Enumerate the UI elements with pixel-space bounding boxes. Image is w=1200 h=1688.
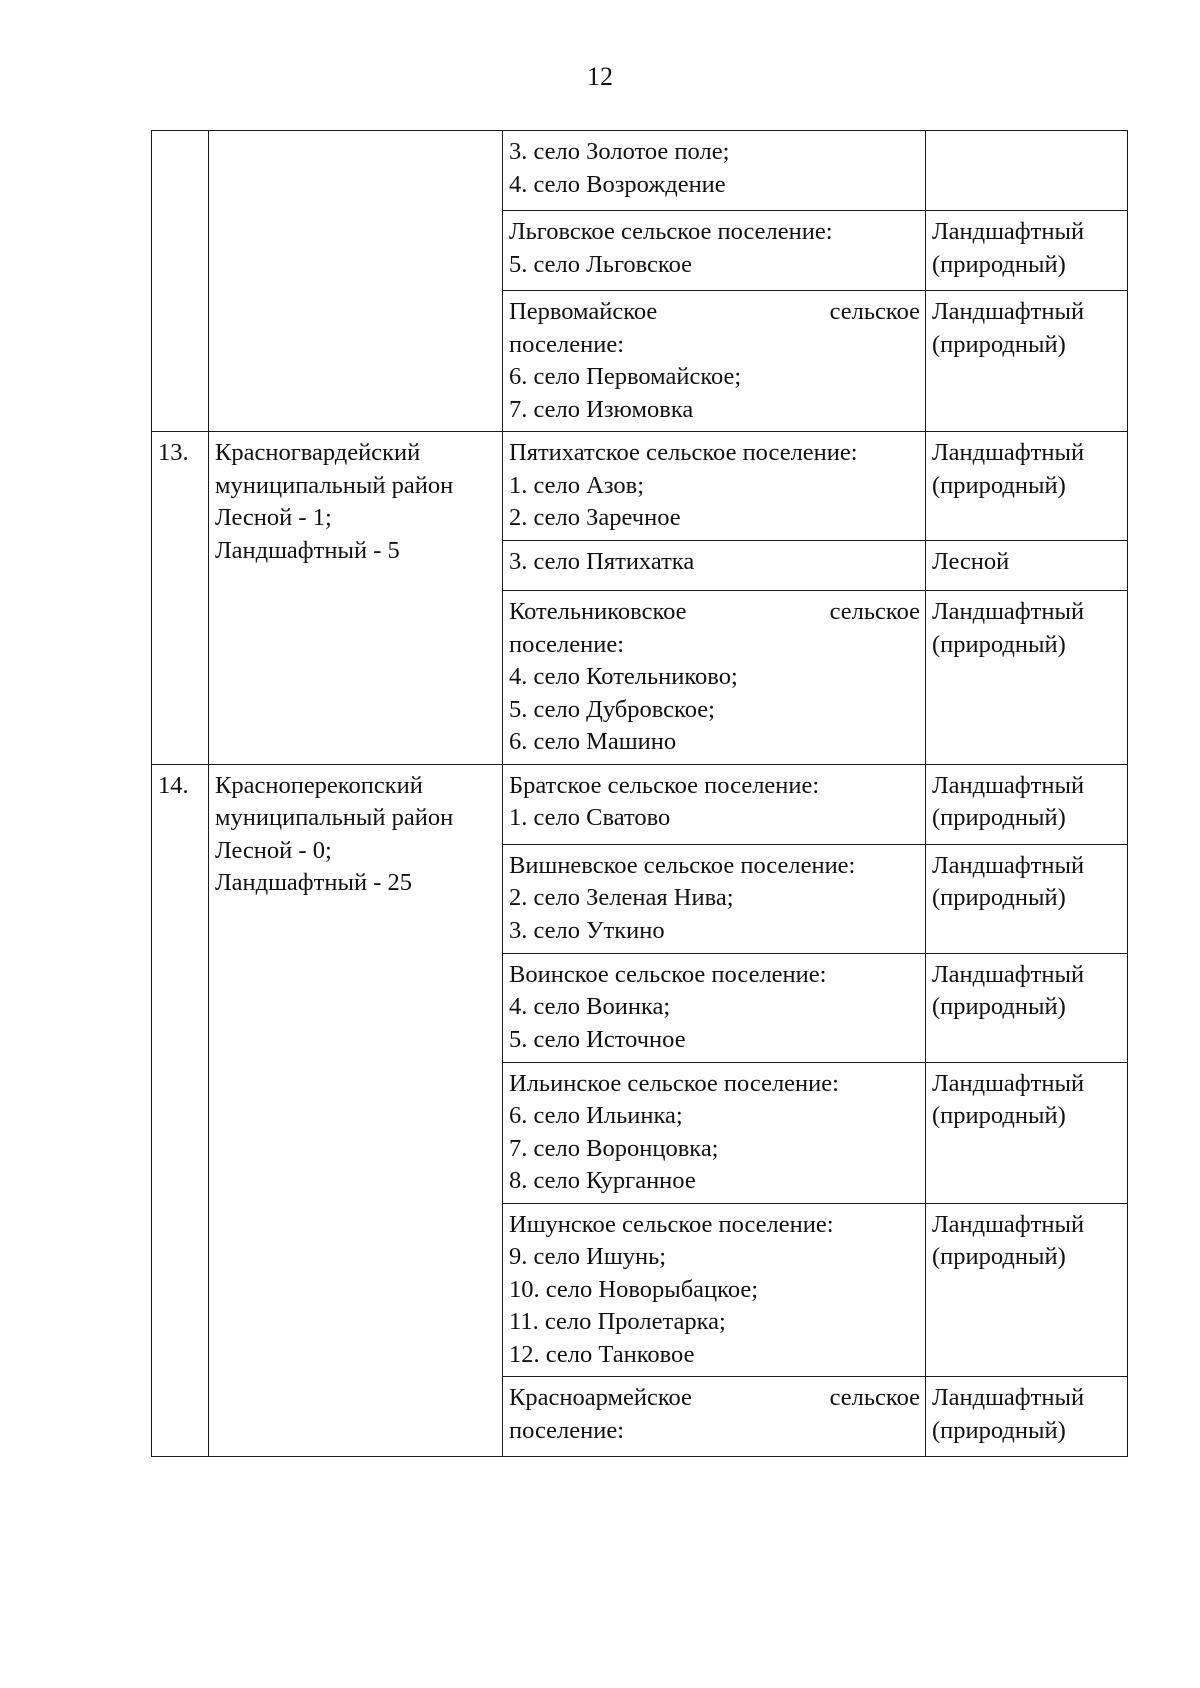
settlement-header: Воинское сельское поселение: [509, 960, 827, 988]
settlement-cell [503, 1203, 926, 1377]
settlement-cell [503, 432, 926, 541]
village-item: 2. село Зеленая Нива; [509, 884, 734, 911]
zone-type-cell [926, 844, 1128, 953]
zone-type: (природный) [932, 884, 1066, 911]
district-line: Красноперекопский [215, 771, 423, 799]
zone-type: (природный) [932, 471, 1066, 499]
district-line: Ландшафтный - 25 [215, 869, 412, 896]
settlement-header-line [509, 596, 920, 629]
village-item: 4. село Котельниково; [509, 663, 738, 690]
settlement-header-word: сельское [829, 298, 920, 325]
zone-type-cell [926, 1377, 1128, 1457]
zone-type: (природный) [932, 630, 1066, 658]
district-line: муниципальный район [215, 471, 454, 499]
table-body [152, 131, 1128, 1457]
table-row [152, 131, 1128, 211]
village-item: 6. село Первомайское; [509, 363, 742, 390]
village-item: 5. село Льговское [509, 250, 693, 278]
settlement-header: поселение: [509, 1416, 625, 1444]
settlement-cell [503, 291, 926, 432]
village-item: 2. село Заречное [509, 504, 681, 531]
village-item: 3. село Пятихатка [509, 548, 695, 575]
district-cell [209, 432, 503, 765]
zone-type: (природный) [932, 1243, 1066, 1270]
settlements-table [151, 130, 1128, 1457]
village-item: 11. село Пролетарка; [509, 1308, 726, 1335]
row-number: 13. [158, 439, 189, 466]
zone-type: Ландшафтный [932, 598, 1085, 625]
district-cell [209, 764, 503, 1457]
settlement-header: Вишневское сельское поселение: [509, 851, 856, 879]
table-row [152, 432, 1128, 541]
settlement-cell [503, 131, 926, 211]
district-line: Ландшафтный - 5 [215, 536, 400, 564]
settlement-cell [503, 764, 926, 844]
zone-type: (природный) [932, 330, 1066, 358]
settlement-header-word: сельское [829, 1384, 920, 1411]
page-number: 12 [587, 62, 613, 91]
village-item: 10. село Новорыбацкое; [509, 1275, 759, 1303]
zone-type-cell [926, 432, 1128, 541]
zone-type: Ландшафтный [932, 771, 1085, 799]
zone-type: (природный) [932, 993, 1066, 1020]
settlement-header: поселение: [509, 330, 625, 358]
row-number: 14. [158, 771, 189, 799]
zone-type-cell [926, 131, 1128, 211]
settlement-header: Ильинское сельское поселение: [509, 1069, 839, 1097]
row-number-cell [152, 764, 209, 1457]
zone-type-cell [926, 291, 1128, 432]
village-item: 5. село Источное [509, 1025, 686, 1053]
village-item: 9. село Ишунь; [509, 1243, 667, 1270]
settlement-cell [503, 1377, 926, 1457]
row-number-cell [152, 432, 209, 765]
settlement-cell [503, 953, 926, 1062]
zone-type-cell [926, 541, 1128, 591]
zone-type: (природный) [932, 250, 1066, 278]
table-row [152, 764, 1128, 844]
settlement-cell [503, 541, 926, 591]
zone-type: Ландшафтный [932, 1069, 1085, 1097]
district-line: Красногвардейский [215, 439, 421, 466]
zone-type: Ландшафтный [932, 218, 1085, 245]
settlement-header: Братское сельское поселение: [509, 771, 820, 799]
village-item: 1. село Азов; [509, 471, 645, 499]
settlement-header: Льговское сельское поселение: [509, 218, 833, 245]
settlement-cell [503, 1062, 926, 1203]
village-item: 6. село Машино [509, 728, 677, 755]
village-item: 4. село Воинка; [509, 993, 671, 1020]
zone-type: Ландшафтный [932, 960, 1085, 988]
district-cell [209, 131, 503, 432]
zone-type-cell [926, 1062, 1128, 1203]
settlement-cell [503, 844, 926, 953]
settlement-cell [503, 591, 926, 765]
village-item: 3. село Золотое поле; [509, 138, 730, 165]
zone-type: Ландшафтный [932, 439, 1085, 466]
zone-type-cell [926, 764, 1128, 844]
village-item: 6. село Ильинка; [509, 1102, 683, 1129]
settlement-header: поселение: [509, 630, 625, 658]
zone-type: Лесной [932, 548, 1010, 575]
village-item: 4. село Возрождение [509, 170, 726, 198]
settlement-header: Пятихатское сельское поселение: [509, 439, 858, 466]
village-item: 5. село Дубровское; [509, 695, 715, 723]
zone-type: Ландшафтный [932, 1210, 1085, 1238]
settlement-header-word: Первомайское [509, 298, 658, 325]
zone-type: Ландшафтный [932, 851, 1085, 879]
district-line: муниципальный район [215, 804, 454, 831]
row-number-cell [152, 131, 209, 432]
village-item: 1. село Сватово [509, 804, 671, 831]
district-line: Лесной - 0; [215, 836, 332, 864]
zone-type: Ландшафтный [932, 1384, 1085, 1411]
district-line: Лесной - 1; [215, 504, 332, 531]
zone-type: (природный) [932, 804, 1066, 831]
zone-type-cell [926, 953, 1128, 1062]
settlement-header-line [509, 296, 920, 329]
settlement-header-line [509, 1382, 920, 1415]
settlement-header-word: Котельниковское [509, 598, 687, 625]
settlement-cell [503, 211, 926, 291]
village-item: 12. село Танковое [509, 1340, 695, 1368]
settlement-header-word: сельское [829, 598, 920, 625]
zone-type: Ландшафтный [932, 298, 1085, 325]
zone-type-cell [926, 1203, 1128, 1377]
village-item: 7. село Воронцовка; [509, 1134, 719, 1162]
settlement-header-word: Красноармейское [509, 1384, 692, 1411]
village-item: 3. село Уткино [509, 916, 665, 944]
village-item: 8. село Курганное [509, 1167, 696, 1194]
settlement-header: Ишунское сельское поселение: [509, 1210, 834, 1238]
village-item: 7. село Изюмовка [509, 395, 694, 423]
zone-type-cell [926, 211, 1128, 291]
zone-type: (природный) [932, 1416, 1066, 1444]
zone-type-cell [926, 591, 1128, 765]
zone-type: (природный) [932, 1102, 1066, 1129]
